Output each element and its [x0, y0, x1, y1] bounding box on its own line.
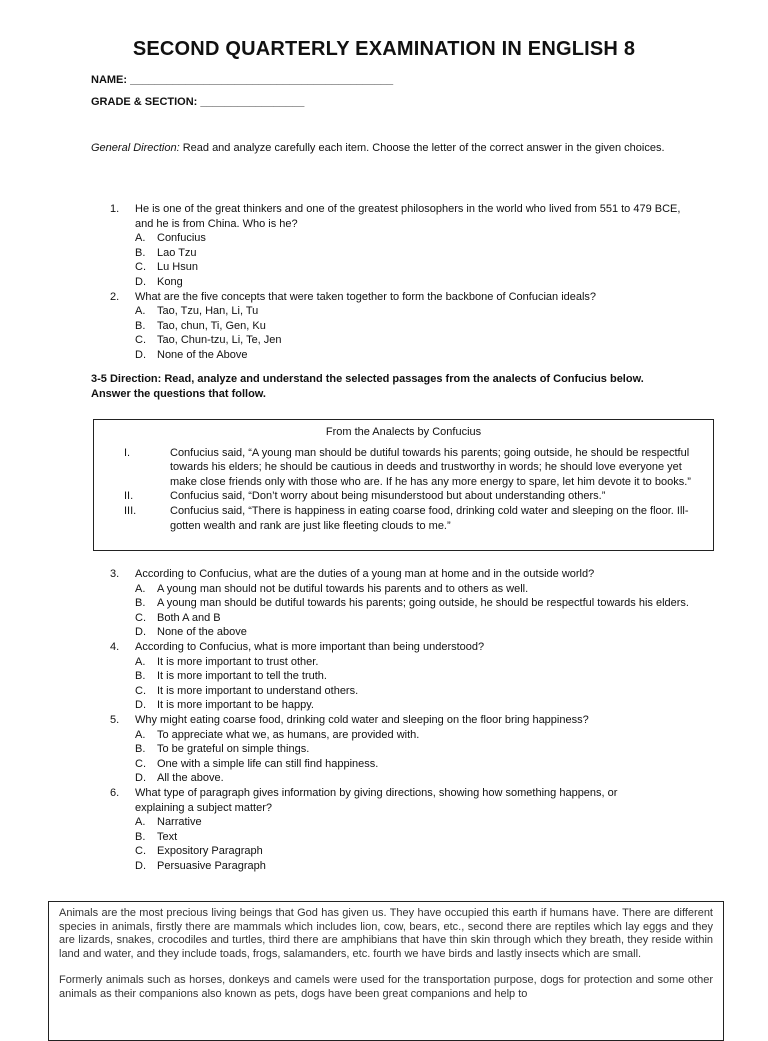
analects-box	[93, 419, 714, 551]
choice: A. Narrative	[135, 816, 202, 829]
question-text: What are the five concepts that were taken together to form the backbone of Confucian ideals?	[135, 290, 597, 303]
question-number: 5.	[110, 713, 120, 726]
choice: B. Text	[135, 830, 178, 843]
choice: C. It is more important to understand others.	[135, 684, 359, 697]
choice: B. It is more important to tell the truth.	[135, 670, 327, 683]
choice: C. One with a simple life can still find happiness.	[135, 757, 379, 770]
questions-part-a	[110, 202, 690, 363]
choice: D. None of the above	[135, 626, 247, 639]
choice: A. It is more important to trust other.	[135, 655, 319, 668]
question	[110, 567, 690, 640]
general-direction	[91, 141, 681, 156]
question-text: What type of paragraph gives information by giving directions, showing how something happens, or explaining a subject matter?	[135, 786, 618, 814]
general-direction-text: Read and analyze carefully each item. Choose the letter of the correct answer in the given choices.	[179, 142, 665, 154]
passage-paragraph: Animals are the most precious living beings that God has given us. They have occupied this earth if humans have. There are different species in animals, firstly there are mammals which includes lion, cow, bears, etc., second there are reptiles which lay eggs and they are lizards, snakes, crocodiles and turtles, third there are amphibians that have thin skin through which they breath, they reside within land and water, and they include toads, frogs, salamanders, etc. fourth we have birds and lastly insects which are small.	[59, 907, 713, 960]
choice: C. Expository Paragraph	[135, 845, 263, 858]
question-number: 1.	[110, 203, 120, 215]
question-text: Why might eating coarse food, drinking cold water and sleeping on the floor bring happiness?	[135, 713, 589, 726]
question	[110, 290, 690, 363]
name-field: NAME: ___________________________________________	[91, 74, 394, 86]
choice: A. Tao, Tzu, Han, Li, Tu	[135, 305, 259, 318]
analects-title: From the Analects by Confucius	[325, 426, 482, 438]
choice: D. None of the Above	[135, 348, 248, 361]
choice: A. To appreciate what we, as humans, are provided with.	[135, 728, 420, 741]
choice: D. All the above.	[135, 772, 224, 785]
choice: B. Lao Tzu	[135, 246, 197, 259]
passage-paragraph: Formerly animals such as horses, donkeys and camels were used for the transportation purpose, dogs for protection and some other animals as their companions also known as pets, dogs have been great companions and help to	[59, 974, 713, 1000]
analects-item: I. Confucius said, “A young man should be dutiful towards his parents; going outside, he should be respectful towards his elders; he should be cautious in deeds and trustworthy in words; he should love everyone yet make close friends only with those who are. If he has any more energy to spare, let him devote it to books.”	[124, 446, 691, 488]
question	[110, 786, 690, 874]
choice: D. Persuasive Paragraph	[135, 859, 266, 872]
choice: C. Lu Hsun	[135, 261, 198, 274]
choice: B. Tao, chun, Ti, Gen, Ku	[135, 319, 266, 332]
question	[110, 640, 690, 713]
choice: B. A young man should be dutiful towards his parents; going outside, he should be respectful towards his elders.	[135, 597, 689, 610]
grade-section-field: GRADE & SECTION: _________________	[91, 96, 305, 108]
question-number: 2.	[110, 290, 120, 303]
question-number: 6.	[110, 786, 120, 799]
reading-passage-box	[48, 901, 724, 1041]
choice: B. To be grateful on simple things.	[135, 743, 310, 756]
question-number: 4.	[110, 640, 120, 653]
choice: C. Tao, Chun-tzu, Li, Te, Jen	[135, 334, 282, 347]
analects-item: III. Confucius said, “There is happiness in eating coarse food, drinking cold water and sleeping on the floor. Ill-gotten wealth and rank are just like fleeting clouds to me.”	[124, 504, 689, 532]
question	[110, 713, 690, 786]
question-text: According to Confucius, what is more important than being understood?	[135, 640, 485, 653]
choice: D. Kong	[135, 275, 183, 288]
questions-part-b	[110, 567, 690, 873]
question	[110, 202, 690, 290]
general-direction-label: General Direction:	[91, 142, 180, 154]
choice: A. A young man should not be dutiful towards his parents and to others as well.	[135, 582, 529, 595]
question-text: He is one of the great thinkers and one of the greatest philosophers in the world who lived from 551 to 479 BCE, and he is from China. Who is he?	[135, 203, 681, 230]
choice: C. Both A and B	[135, 611, 221, 624]
exam-title: SECOND QUARTERLY EXAMINATION IN ENGLISH 8	[132, 38, 636, 60]
sub-direction: 3-5 Direction: Read, analyze and understand the selected passages from the analects of Confucius below. Answer the questions that follow.	[91, 373, 644, 400]
question-text: According to Confucius, what are the duties of a young man at home and in the outside world?	[135, 568, 595, 580]
analects-item: II. Confucius said, “Don’t worry about being misunderstood but about understanding others.”	[124, 490, 606, 503]
choice: D. It is more important to be happy.	[135, 699, 314, 712]
choice: A. Confucius	[135, 232, 206, 245]
question-number: 3.	[110, 568, 120, 580]
